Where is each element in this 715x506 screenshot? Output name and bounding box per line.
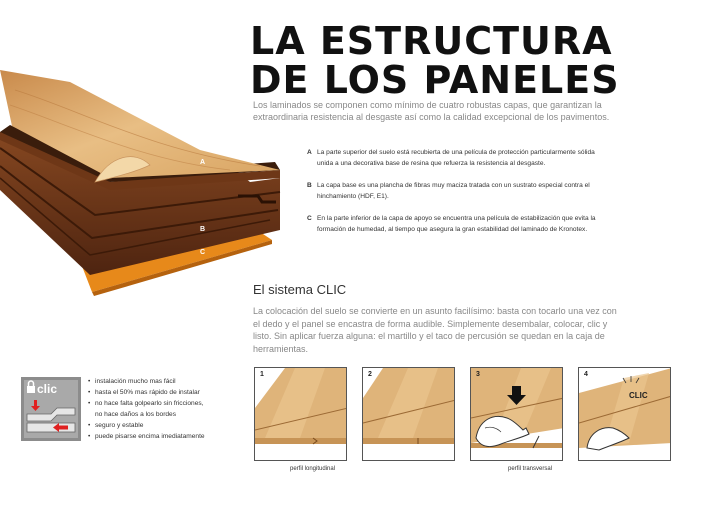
caption-transversal: perfil transversal	[508, 466, 553, 472]
laminate-panel-illustration	[0, 70, 290, 300]
layer-letter: B	[307, 182, 312, 189]
step-4-panel	[578, 367, 671, 461]
layer-text: La capa base es una plancha de fibras muy maciza tratada con un sustrato especial contra el hinchamiento (HDF, E1).	[317, 182, 590, 200]
layer-item-a	[307, 148, 607, 169]
step-3-panel	[470, 367, 563, 461]
caption-longitudinal: perfil longitudinal	[290, 466, 336, 472]
layer-text: En la parte inferior de la capa de apoyo se encuentra una película de estabilización que evita la formación de humedad, al tiempo que asegura la gran estabilidad del laminado de Kronotex.	[317, 215, 596, 233]
layer-descriptions	[307, 148, 607, 247]
layer-letter: A	[307, 149, 312, 156]
step-4-clic-text: CLIC	[629, 391, 648, 400]
title-line-2: DE LOS PANELES	[250, 58, 620, 102]
intro-text: Los laminados se componen como mínimo de cuatro robustas capas, que garantizan la extraordinaria resistencia al desgaste así como la calidad excepcional de los pavimentos.	[253, 100, 610, 122]
layer-letter: C	[307, 215, 312, 222]
feature-item: • seguro y estable	[88, 421, 248, 432]
step-number: 2	[368, 371, 372, 378]
feature-item: • no hace falta golpearlo sin fricciones,	[88, 399, 248, 410]
clic-logo-text: clic	[37, 382, 58, 396]
label-c: C	[200, 249, 206, 256]
feature-item: no hace daños a los bordes	[95, 410, 177, 418]
layer-text: La parte superior del suelo está recubierta de una película de protección particularmente sólida unida a una decorativa base de resina que refuerza la resistencia al desgaste.	[317, 149, 595, 167]
feature-item: • puede pisarse encima imediatamente	[88, 432, 248, 443]
label-b: B	[200, 226, 206, 233]
step-1-panel	[254, 367, 347, 461]
clic-heading: El sistema CLIC	[253, 282, 347, 297]
feature-item: • instalación mucho mas fácil	[88, 377, 248, 388]
feature-list	[88, 377, 248, 442]
step-number: 1	[260, 371, 264, 378]
step-2-panel	[362, 367, 455, 461]
layer-item-c	[307, 214, 607, 235]
title-line-1: LA ESTRUCTURA	[250, 19, 613, 63]
step-number: 4	[584, 371, 588, 378]
clic-logo	[21, 377, 81, 441]
layer-item-b	[307, 181, 607, 202]
step-number: 3	[476, 371, 480, 378]
page-title	[250, 19, 620, 102]
clic-body: La colocación del suelo se convierte en un asunto facilísimo: basta con tocarlo una vez con el dedo y el panel se encastra de forma audible. Simplemente desembalar, colocar, clic y listo. Sin aplicar fuerza alguna: el martillo y el taco de percusión se quedan en la caja de herramientas.	[253, 306, 617, 354]
label-a: A	[200, 159, 206, 166]
feature-item: • hasta el 50% mas rápido de instalar	[88, 388, 248, 399]
